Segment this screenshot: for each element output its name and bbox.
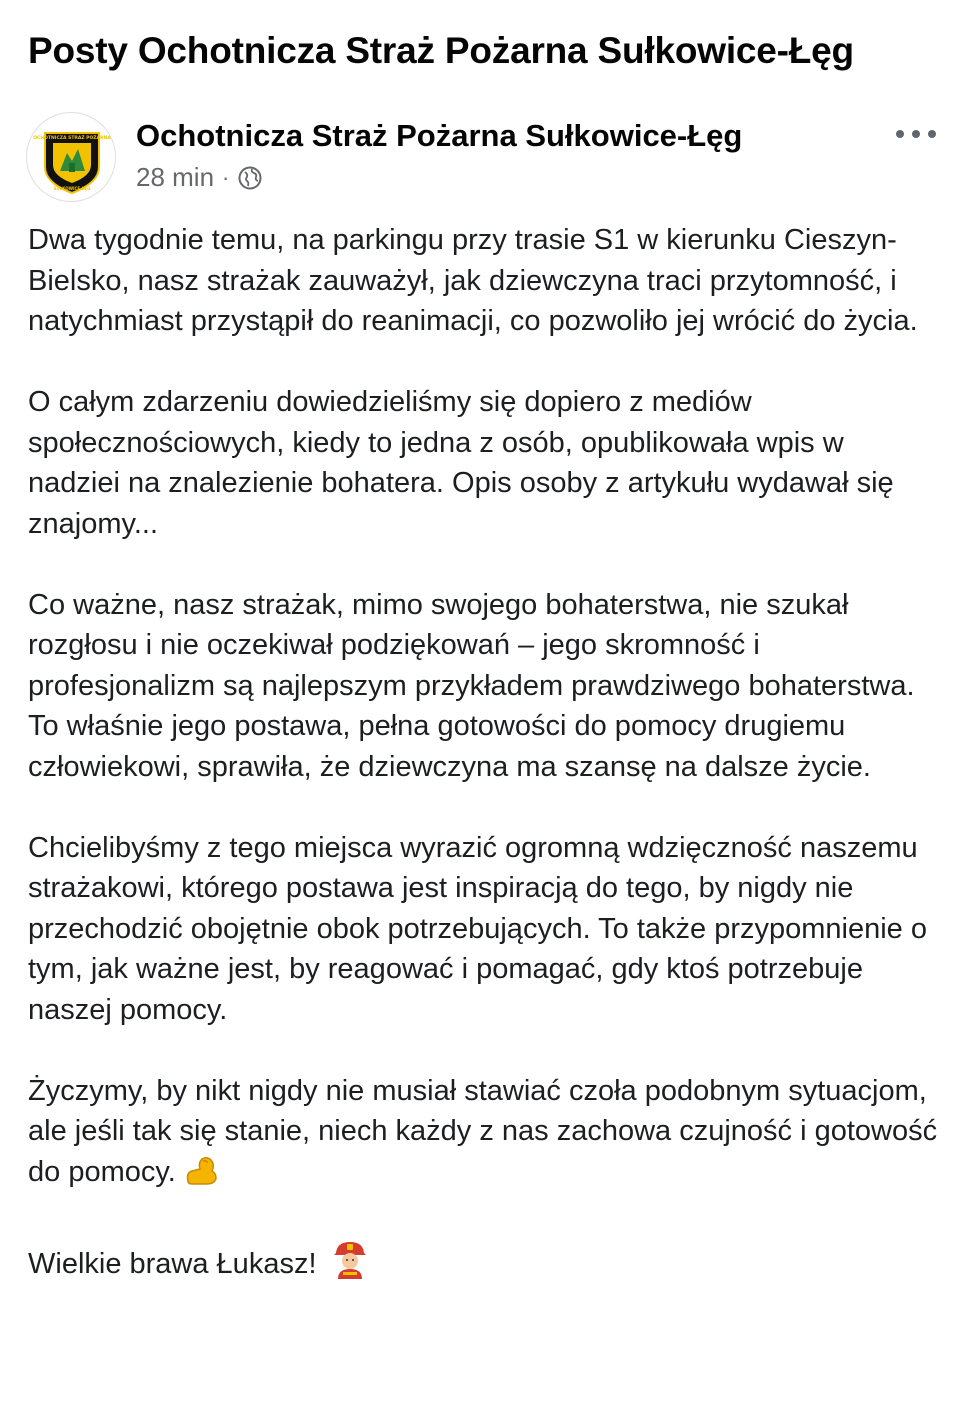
post-paragraph: O całym zdarzeniu dowiedzieliśmy się dopiero z mediów społecznościowych, kiedy to jedna z osób, opublikowała wpis w nadziei na znalezienie bohatera. Opis osoby z artykułu wydawał się znajomy... bbox=[28, 386, 894, 540]
flexed-biceps-icon bbox=[182, 1153, 222, 1199]
post-paragraph-text: Wielkie brawa Łukasz! bbox=[28, 1247, 317, 1280]
badge-text-bottom: SUŁKOWICE-ŁĘG bbox=[53, 186, 91, 191]
post-body bbox=[28, 220, 940, 1290]
more-options-icon[interactable] bbox=[896, 124, 936, 144]
post-meta bbox=[136, 162, 263, 193]
post-header bbox=[26, 112, 946, 204]
post-paragraph: Chcielibyśmy z tego miejsca wyrazić ogromną wdzięczność naszemu strażakowi, którego postawa jest inspiracją do tego, by nigdy nie przechodzić obojętnie obok potrzebujących. To także przypomnienie o tym, jak ważne jest, by reagować i pomagać, gdy ktoś potrzebuje naszej pomocy. bbox=[28, 831, 927, 1026]
post-timestamp[interactable]: 28 min bbox=[136, 162, 215, 192]
osp-badge-logo bbox=[27, 113, 116, 202]
post-paragraph: Dwa tygodnie temu, na parkingu przy trasie S1 w kierunku Cieszyn-Bielsko, nasz strażak zauważył, jak dziewczyna traci przytomność, i natychmiast przystąpił do reanimacji, co pozwoliło jej wrócić do życia. bbox=[28, 224, 918, 337]
globe-icon[interactable] bbox=[237, 165, 263, 191]
badge-text-top: OCHOTNICZA STRAŻ POŻARNA bbox=[33, 136, 111, 141]
post-paragraph-text: Życzymy, by nikt nigdy nie musiał stawiać czoła podobnym sytuacjom, ale jeśli tak się stanie, niech każdy z nas zachowa czujność i gotowość do pomocy. bbox=[28, 1074, 938, 1188]
avatar[interactable] bbox=[26, 112, 116, 202]
post-author-name[interactable]: Ochotnicza Straż Pożarna Sułkowice-Łęg bbox=[136, 118, 743, 153]
post-paragraph-with-emoji bbox=[28, 1071, 940, 1199]
page-title: Posty Ochotnicza Straż Pożarna Sułkowice-Łęg bbox=[28, 30, 854, 71]
post-paragraph-with-emoji bbox=[28, 1239, 940, 1291]
firefighter-icon bbox=[331, 1239, 369, 1291]
meta-separator: · bbox=[222, 164, 230, 190]
post-paragraph: Co ważne, nasz strażak, mimo swojego bohaterstwa, nie szukał rozgłosu i nie oczekiwał podziękowań – jego skromność i profesjonalizm są najlepszym przykładem prawdziwego bohaterstwa. To właśnie jego postawa, pełna gotowości do pomocy drugiemu człowiekowi, sprawiła, że dziewczyna ma szansę na dalsze życie. bbox=[28, 588, 915, 783]
